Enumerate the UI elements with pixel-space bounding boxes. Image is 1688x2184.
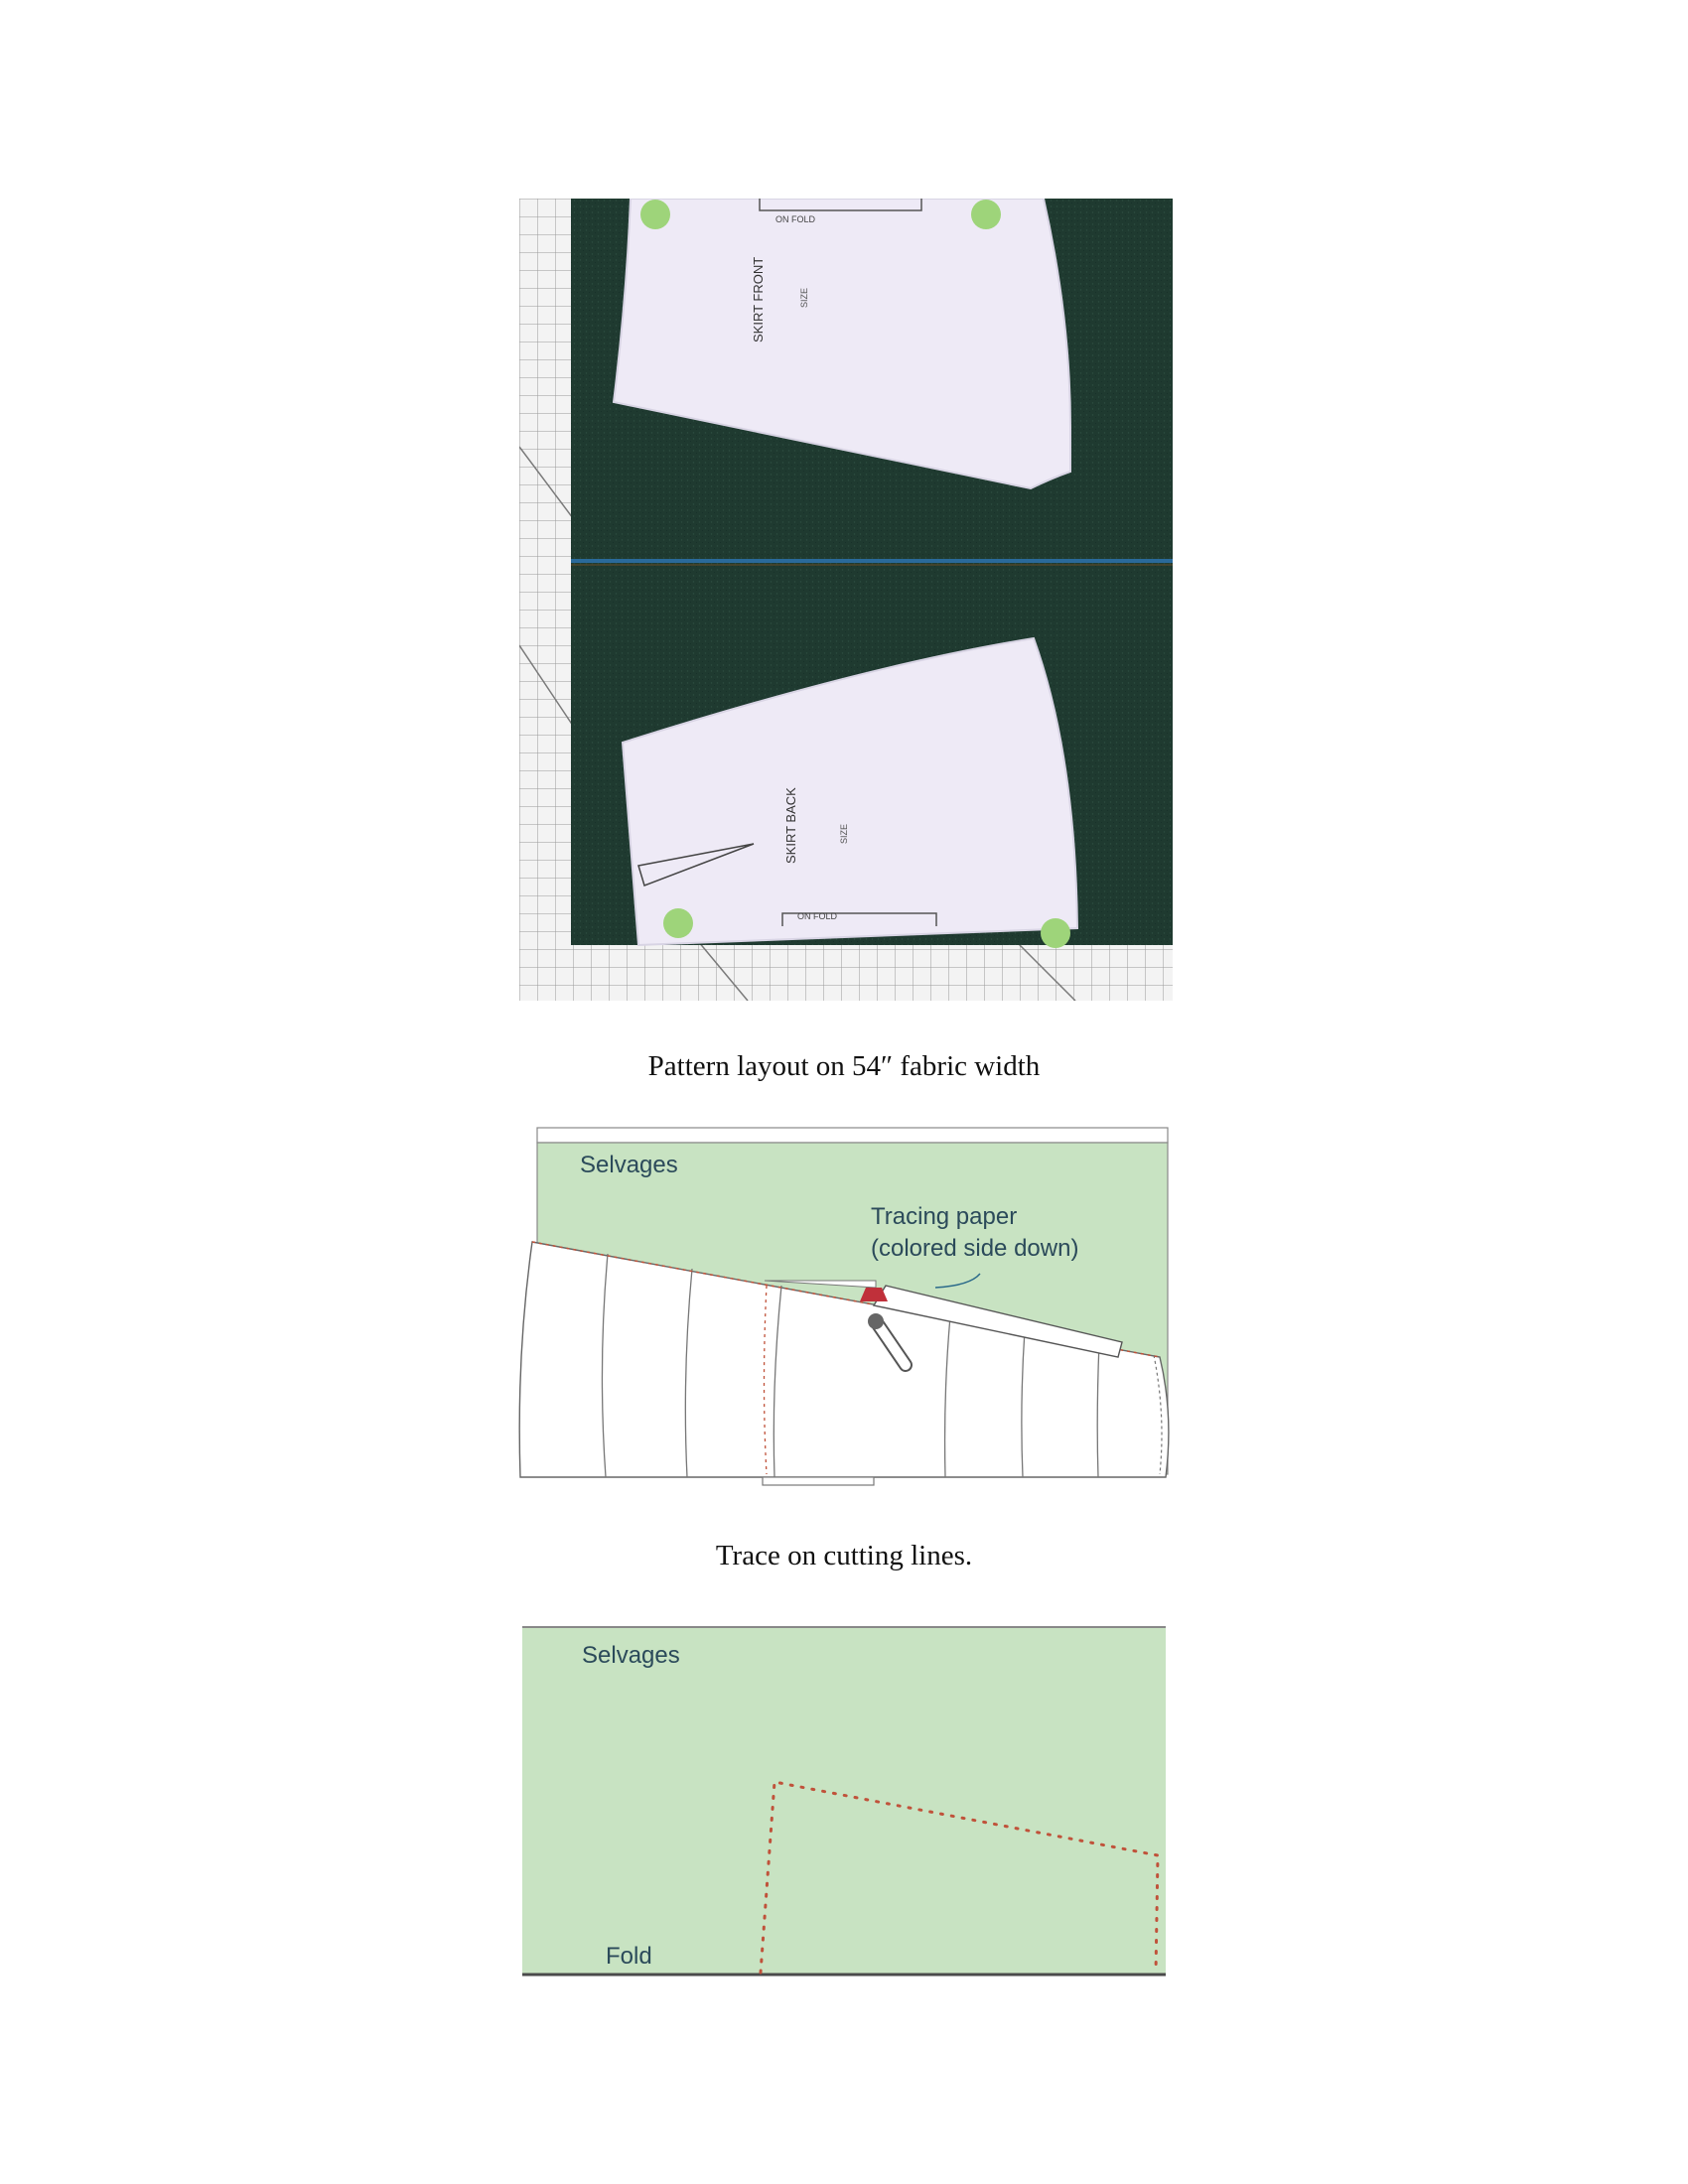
tracing-paper-label-line2: (colored side down): [871, 1235, 1079, 1262]
pattern-layout-photo: [519, 199, 1173, 1001]
selvages-label: Selvages: [580, 1152, 678, 1178]
svg-text:SIZE: SIZE: [799, 287, 809, 308]
skirt-back-label: SKIRT BACK: [783, 787, 798, 864]
pin-head: [640, 200, 670, 229]
pin-head: [971, 200, 1001, 229]
selvages-label: Selvages: [582, 1642, 680, 1669]
pin-head: [1041, 918, 1070, 948]
skirt-front-label: SKIRT FRONT: [751, 256, 766, 342]
svg-text:SIZE: SIZE: [839, 823, 849, 844]
fabric-fold-line: [571, 559, 1173, 563]
tracing-diagram: [518, 1127, 1174, 1489]
svg-text:ON FOLD: ON FOLD: [775, 214, 816, 224]
figure-2-caption: Trace on cutting lines.: [715, 1540, 973, 1571]
pin-head: [663, 908, 693, 938]
tracing-paper-label-line1: Tracing paper: [871, 1203, 1018, 1230]
traced-outline-diagram: [522, 1625, 1168, 1979]
fabric-area: [522, 1627, 1166, 1975]
svg-text:ON FOLD: ON FOLD: [797, 911, 838, 921]
fold-label: Fold: [606, 1943, 652, 1970]
figure-1-caption: Pattern layout on 54″ fabric width: [647, 1050, 1041, 1082]
